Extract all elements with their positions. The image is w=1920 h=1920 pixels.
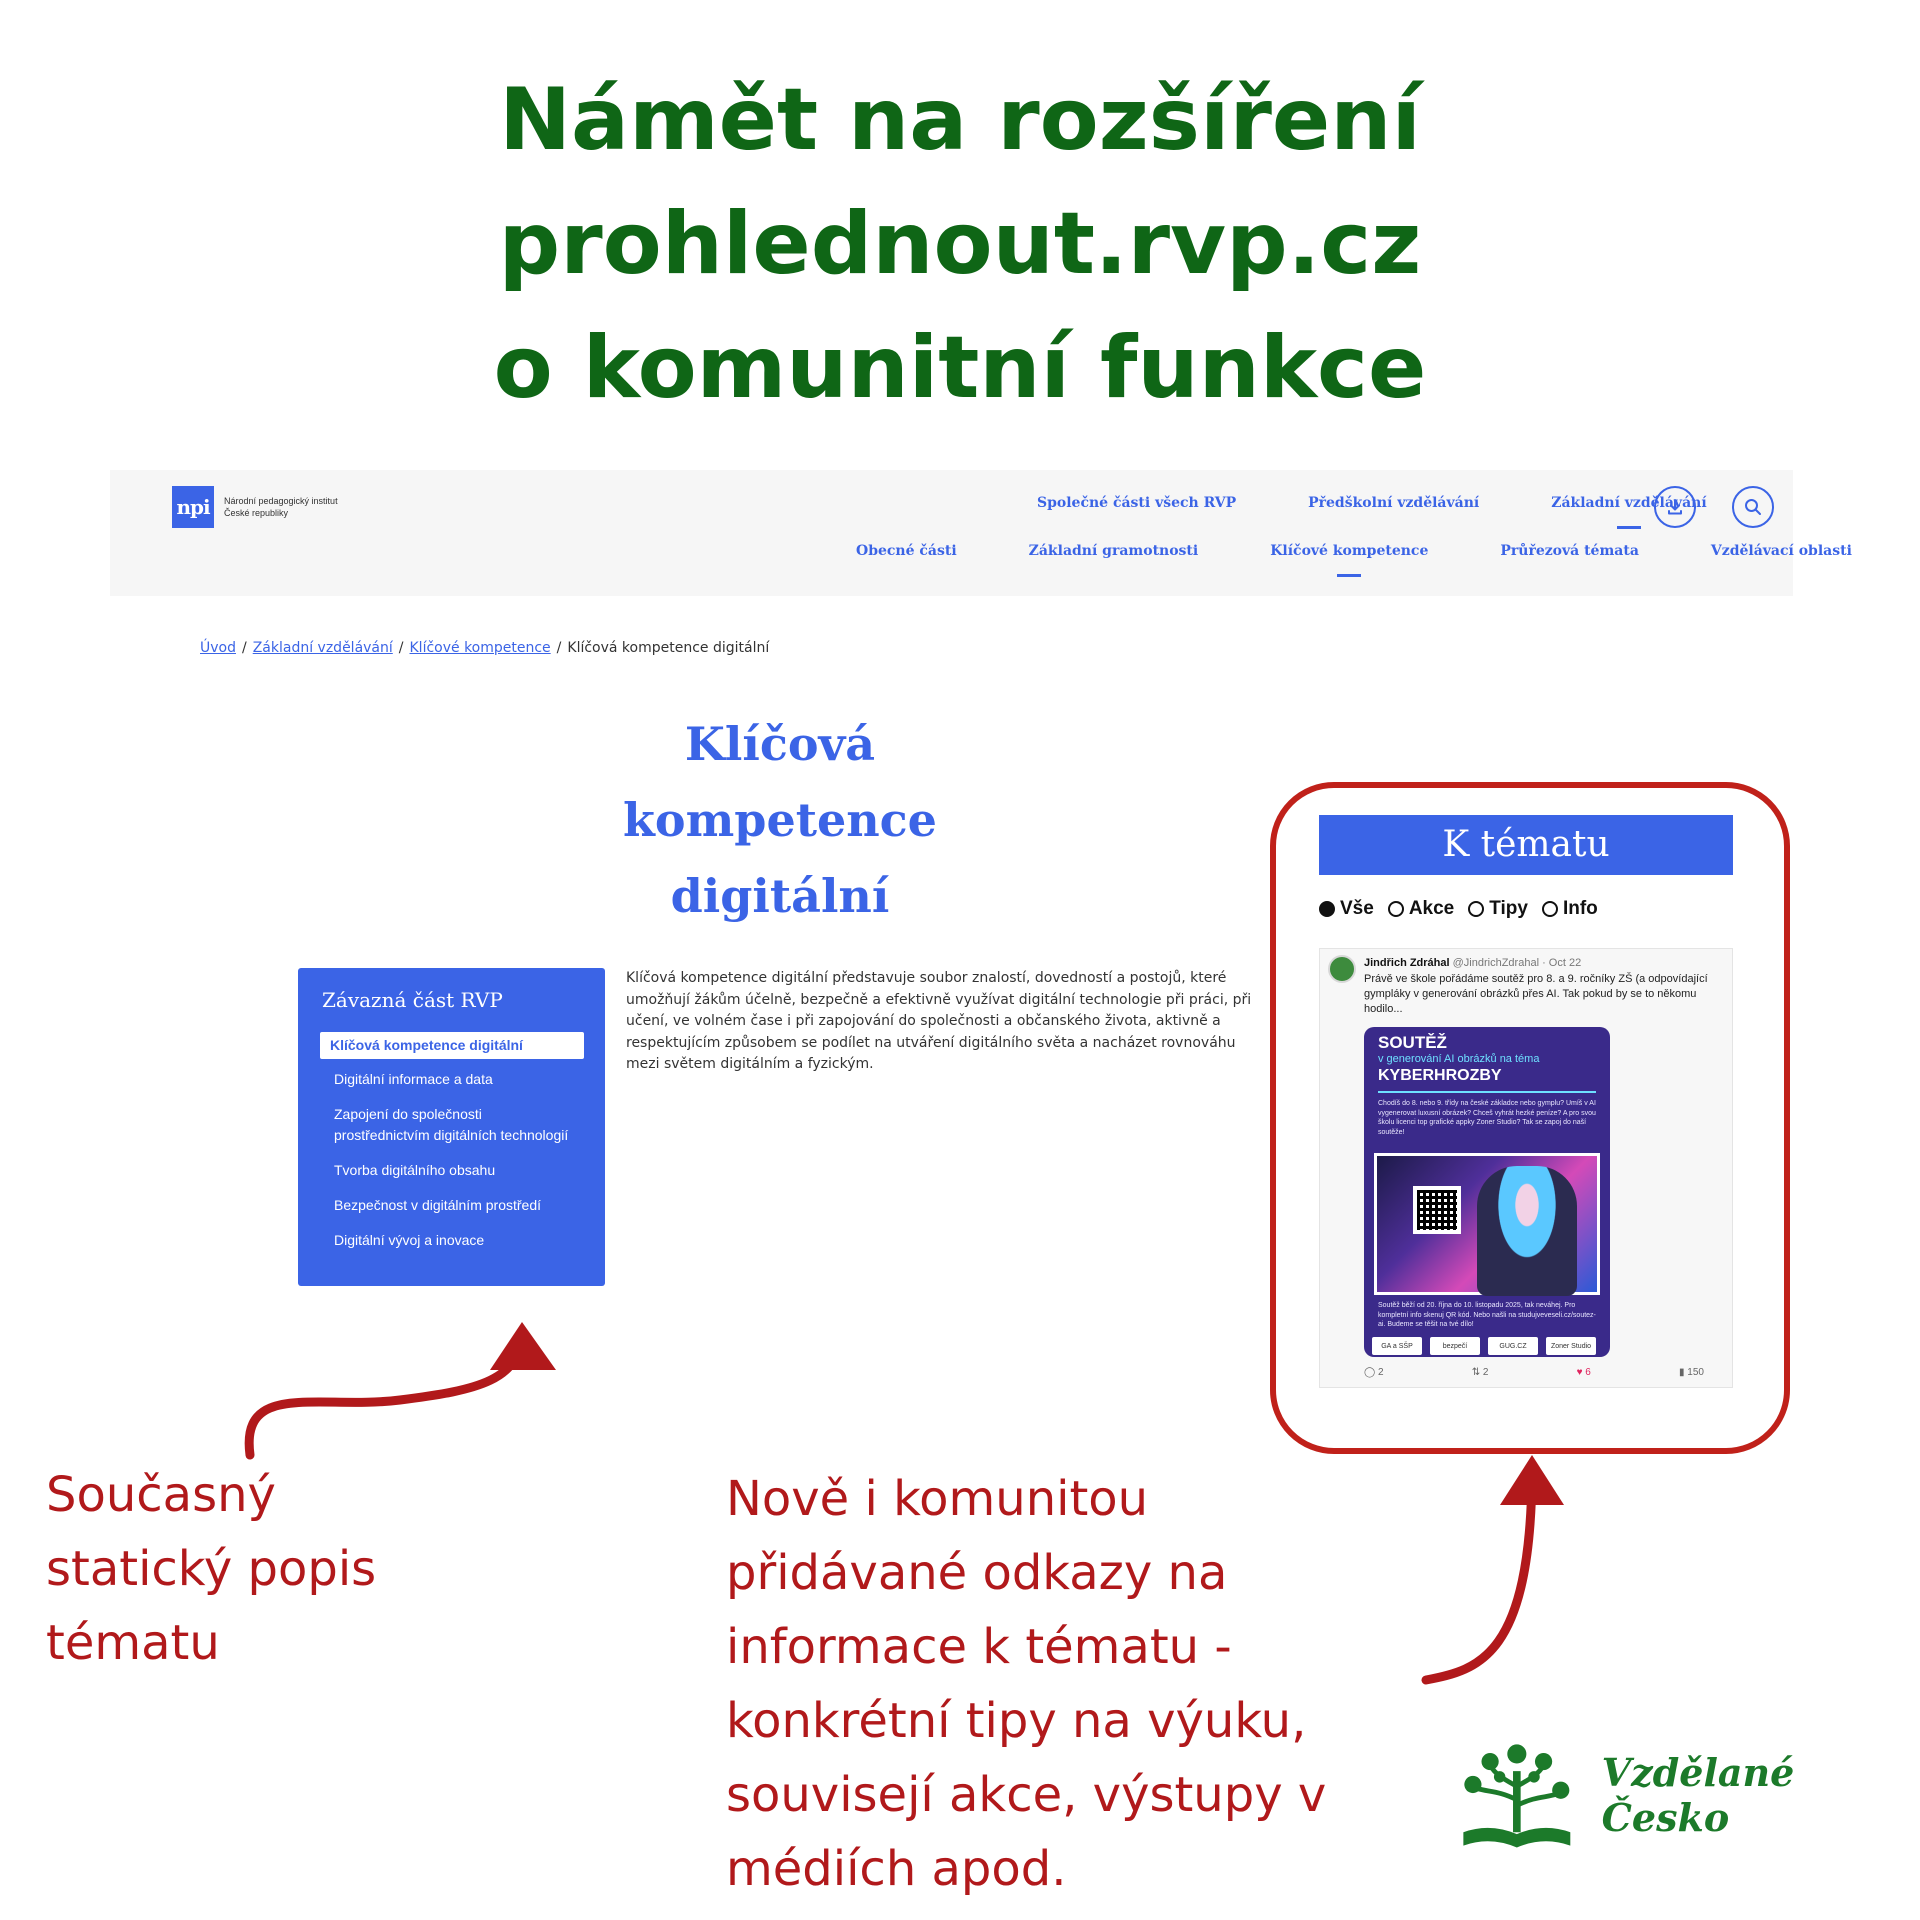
panel-title: K tématu bbox=[1319, 815, 1733, 875]
rvp-sidebar-heading: Závazná část RVP bbox=[322, 988, 503, 1012]
filter-label: Akce bbox=[1408, 898, 1455, 919]
avatar[interactable] bbox=[1328, 955, 1356, 983]
download-button[interactable] bbox=[1654, 486, 1696, 528]
rvp-item-zapojeni[interactable]: Zapojení do společnosti prostřednictvím digitálních technologií bbox=[334, 1106, 569, 1143]
nav-item-predskolni[interactable]: Předškolní vzdělávání bbox=[1308, 495, 1480, 511]
headline-line-2: o komunitní funkce bbox=[493, 318, 1427, 418]
brand-logo bbox=[1450, 1730, 1920, 1860]
page-title-line-1: Klíčová kompetence bbox=[623, 717, 937, 847]
reply-icon: ◯ bbox=[1364, 1367, 1376, 1378]
like-button[interactable] bbox=[1577, 1367, 1591, 1378]
retweet-count: 2 bbox=[1482, 1367, 1489, 1378]
tweet-actions bbox=[1364, 1367, 1704, 1378]
page-title bbox=[520, 706, 1040, 934]
headline bbox=[60, 58, 1860, 430]
radio-icon bbox=[1319, 901, 1335, 917]
nav-item-zakladni-gramotnosti[interactable]: Základní gramotnosti bbox=[1028, 543, 1199, 559]
download-icon bbox=[1665, 497, 1685, 517]
sponsor-logo: GUG.CZ bbox=[1488, 1337, 1538, 1355]
tweet-handle[interactable]: @JindrichZdrahal bbox=[1452, 957, 1540, 969]
filter-label: Info bbox=[1562, 898, 1598, 919]
nav-item-obecne-casti[interactable]: Obecné části bbox=[856, 543, 957, 559]
search-button[interactable] bbox=[1732, 486, 1774, 528]
tweet-card[interactable] bbox=[1319, 948, 1733, 1388]
breadcrumb-separator: / bbox=[241, 640, 247, 656]
rvp-item-vyvoj[interactable]: Digitální vývoj a inovace bbox=[334, 1232, 485, 1248]
topic-description: Klíčová kompetence digitální představuje soubor znalostí, dovedností a postojů, které umožňují žákům účelně, bezpečně a efektivně využívat digitální technologie při práci, při učení, ve volném čase i při zapojování do společnosti a občanského života, aktivně a respektujícím způsobem se podílet na utváření digitálního světa a nacházet rovnováhu mezi světem digitálním a fyzickým. bbox=[626, 970, 1252, 1072]
filter-info[interactable] bbox=[1542, 898, 1598, 920]
headline-line-1: Námět na rozšíření prohlednout.rvp.cz bbox=[498, 70, 1422, 294]
nav-item-spolecne-casti[interactable]: Společné části všech RVP bbox=[1037, 495, 1237, 511]
breadcrumb-link-uvod[interactable]: Úvod bbox=[200, 640, 236, 656]
primary-nav bbox=[1037, 495, 1707, 511]
tweet-header bbox=[1364, 957, 1581, 969]
arrow-left-head-icon bbox=[490, 1322, 556, 1370]
poster-illustration bbox=[1374, 1153, 1600, 1295]
rvp-sidebar bbox=[298, 968, 605, 1286]
tweet-date: · Oct 22 bbox=[1542, 957, 1582, 969]
npi-logo-line-1: Národní pedagogický institut bbox=[224, 496, 338, 506]
poster-body: Chodíš do 8. nebo 9. třídy na české základce nebo gymplu? Umíš v AI vygenerovat luxusní obrázek? Chceš vyhrát hezké peníze? A pro svou školu licenci top grafické appky Zoner Studio? Tak se zapoj do naší soutěže! bbox=[1378, 1100, 1596, 1136]
filter-akce[interactable] bbox=[1388, 898, 1454, 920]
rvp-item-digitalni-informace[interactable]: Digitální informace a data bbox=[334, 1071, 493, 1087]
filter-tipy[interactable] bbox=[1468, 898, 1528, 920]
poster-sponsors bbox=[1372, 1337, 1604, 1355]
rvp-item-tvorba[interactable]: Tvorba digitálního obsahu bbox=[334, 1162, 496, 1178]
poster-footer: Soutěž běží od 20. října do 10. listopadu 2025, tak neváhej. Pro kompletní info skenuj QR kód. Nebo našli na studujveveseli.cz/soutez-ai. Budeme se těšit na tvé dílo! bbox=[1378, 1302, 1596, 1328]
arrow-left-icon bbox=[249, 1332, 522, 1455]
breadcrumb-separator: / bbox=[556, 640, 562, 656]
reply-count: 2 bbox=[1377, 1367, 1384, 1378]
breadcrumb-separator: / bbox=[398, 640, 404, 656]
nav-item-zakladni[interactable]: Základní vzdělávání bbox=[1551, 495, 1707, 511]
rvp-sidebar-list bbox=[320, 1032, 584, 1261]
annotation-right: Nově i komunitou přidávané odkazy na informace k tématu - konkrétní tipy na výuku, souvisejí akce, výstupy v médiích apod. bbox=[726, 1471, 1327, 1897]
rvp-item-bezpecnost[interactable]: Bezpečnost v digitálním prostředí bbox=[334, 1197, 541, 1213]
nav-item-vzdelavaci-oblasti[interactable]: Vzdělávací oblasti bbox=[1710, 543, 1852, 559]
poster-subtitle: v generování AI obrázků na téma bbox=[1378, 1053, 1540, 1065]
rvp-item-klicova-kompetence[interactable]: Klíčová kompetence digitální bbox=[320, 1032, 584, 1059]
tree-book-icon bbox=[1450, 1730, 1584, 1860]
arrow-right-icon bbox=[1426, 1475, 1532, 1680]
reply-button[interactable] bbox=[1364, 1367, 1384, 1378]
radio-icon bbox=[1542, 901, 1558, 917]
radio-icon bbox=[1388, 901, 1404, 917]
panel-filters bbox=[1319, 898, 1612, 920]
npi-logo-line-2: České republiky bbox=[224, 508, 289, 518]
retweet-icon: ⇅ bbox=[1471, 1367, 1481, 1378]
tweet-image[interactable] bbox=[1364, 1027, 1610, 1357]
poster-divider bbox=[1378, 1091, 1596, 1093]
npi-logo-mark: npi bbox=[172, 486, 214, 528]
npi-logo-text bbox=[224, 495, 364, 519]
poster-topic: KYBERHROZBY bbox=[1378, 1067, 1502, 1084]
sponsor-logo: bezpečí bbox=[1430, 1337, 1480, 1355]
views-count: 150 bbox=[1687, 1367, 1704, 1378]
poster-title: SOUTĚŽ bbox=[1378, 1033, 1447, 1052]
heart-icon: ♥ bbox=[1576, 1367, 1583, 1378]
nav-item-prurezova-temata[interactable]: Průřezová témata bbox=[1500, 543, 1639, 559]
annotation-left: Současný statický popis tématu bbox=[46, 1467, 377, 1671]
breadcrumb-link-kompetence[interactable]: Klíčové kompetence bbox=[409, 640, 551, 656]
tweet-author[interactable]: Jindřich Zdráhal bbox=[1364, 957, 1450, 969]
brand-name: Vzdělané Česko bbox=[1601, 1750, 1795, 1840]
tweet-text: Právě ve škole pořádáme soutěž pro 8. a 9. ročníky ZŠ (a odpovídající gympláky v generování obrázků přes AI. Tak pokud by se to někomu hodilo... bbox=[1364, 973, 1708, 1015]
breadcrumb bbox=[200, 640, 769, 656]
filter-vse[interactable] bbox=[1319, 898, 1374, 920]
like-count: 6 bbox=[1585, 1367, 1591, 1378]
breadcrumb-current: Klíčová kompetence digitální bbox=[567, 640, 770, 656]
sponsor-logo: Zoner Studio bbox=[1546, 1337, 1596, 1355]
bar-chart-icon: ▮ bbox=[1678, 1367, 1685, 1378]
search-icon bbox=[1743, 497, 1763, 517]
sponsor-logo: GA a SŠP bbox=[1372, 1337, 1422, 1355]
anime-figure-illustration bbox=[1477, 1166, 1577, 1296]
page-title-line-2: digitální bbox=[670, 869, 890, 923]
retweet-button[interactable] bbox=[1472, 1367, 1489, 1378]
qr-code-icon bbox=[1413, 1186, 1461, 1234]
filter-label: Vše bbox=[1340, 898, 1374, 919]
arrow-right-head-icon bbox=[1500, 1455, 1564, 1505]
radio-icon bbox=[1468, 901, 1484, 917]
site-header bbox=[110, 470, 1852, 596]
views-button[interactable] bbox=[1679, 1367, 1704, 1378]
filter-label: Tipy bbox=[1489, 898, 1528, 919]
npi-logo[interactable] bbox=[172, 486, 364, 528]
nav-item-klicove-kompetence[interactable]: Klíčové kompetence bbox=[1270, 543, 1429, 559]
secondary-nav bbox=[856, 543, 1852, 559]
breadcrumb-link-zakladni[interactable]: Základní vzdělávání bbox=[252, 640, 393, 656]
